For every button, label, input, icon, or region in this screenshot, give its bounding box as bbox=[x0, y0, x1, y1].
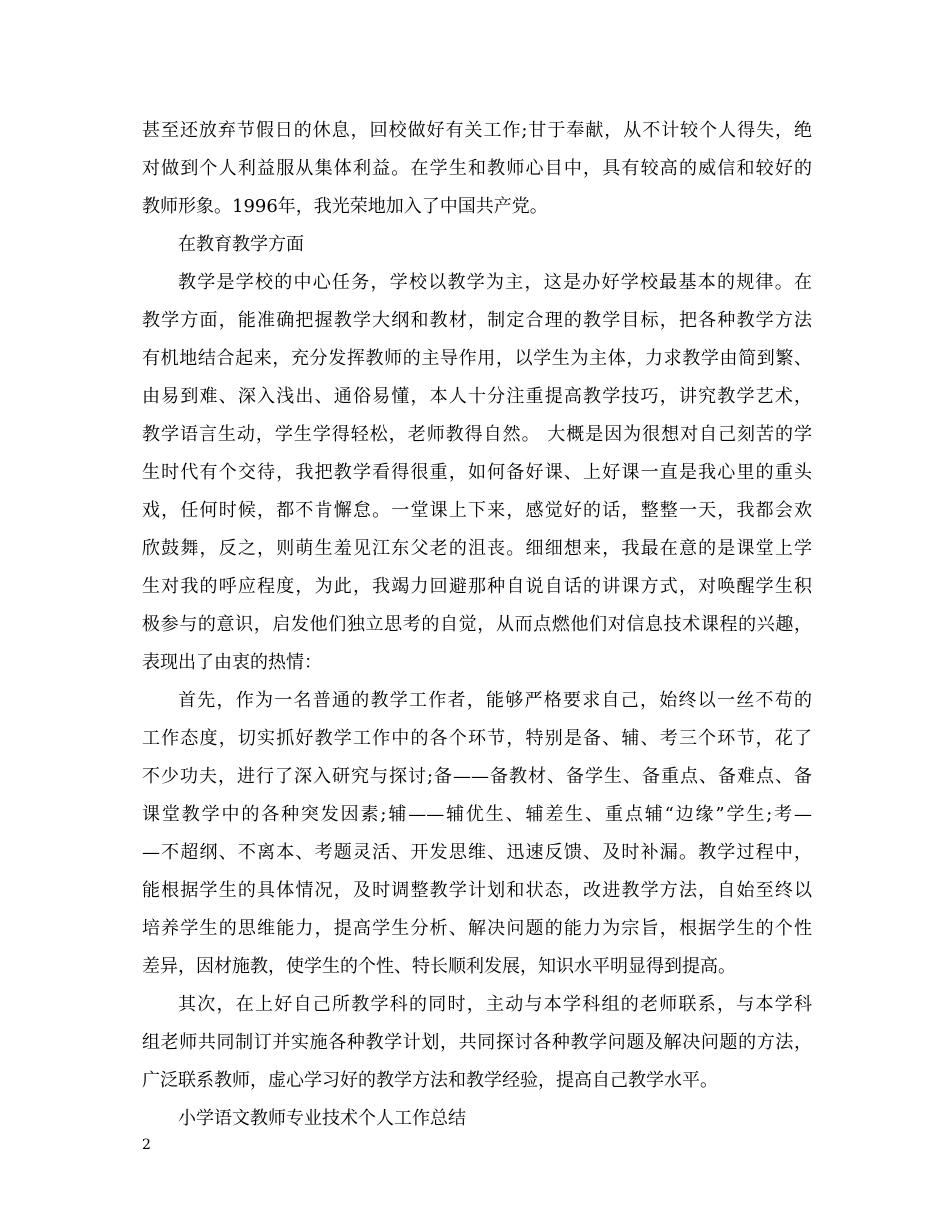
text-line: 教学语言生动，学生学得轻松，老师教得自然。 大概是因为很想对自己刻苦的学 bbox=[142, 424, 812, 445]
text-line: 其次，在上好自己所教学科的同时，主动与本学科组的老师联系，与本学科 bbox=[178, 994, 812, 1015]
section-heading: 在教育教学方面 bbox=[178, 234, 304, 255]
text-line: 组老师共同制订并实施各种教学计划，共同探讨各种教学问题及解决问题的方法， bbox=[142, 1032, 812, 1053]
section-heading: 小学语文教师专业技术个人工作总结 bbox=[178, 1108, 466, 1129]
text-line: 表现出了由衷的热情： bbox=[142, 652, 322, 673]
text-line: —不超纲、不离本、考题灵活、开发思维、迅速反馈、及时补漏。教学过程中， bbox=[142, 842, 812, 863]
text-line: 能根据学生的具体情况，及时调整教学计划和状态，改进教学方法，自始至终以 bbox=[142, 880, 812, 901]
text-line: 课堂教学中的各种突发因素;辅——辅优生、辅差生、重点辅“边缘”学生;考— bbox=[142, 804, 812, 825]
text-line: 培养学生的思维能力，提高学生分析、解决问题的能力为宗旨，根据学生的个性 bbox=[142, 918, 812, 939]
text-line: 有机地结合起来，充分发挥教师的主导作用，以学生为主体，力求教学由简到繁、 bbox=[142, 348, 812, 369]
text-line: 工作态度，切实抓好教学工作中的各个环节，特别是备、辅、考三个环节，花了 bbox=[142, 728, 812, 749]
text-line: 教师形象。1996年，我光荣地加入了中国共产党。 bbox=[142, 196, 548, 217]
text-line: 广泛联系教师，虚心学习好的教学方法和教学经验，提高自己教学水平。 bbox=[142, 1070, 718, 1091]
text-line: 戏，任何时候，都不肯懈怠。一堂课上下来，感觉好的话，整整一天，我都会欢 bbox=[142, 500, 812, 521]
text-line: 不少功夫，进行了深入研究与探讨;备——备教材、备学生、备重点、备难点、备 bbox=[142, 766, 812, 787]
text-line: 对做到个人利益服从集体利益。在学生和教师心目中，具有较高的威信和较好的 bbox=[142, 158, 812, 179]
text-line: 首先，作为一名普通的教学工作者，能够严格要求自己，始终以一丝不苟的 bbox=[178, 690, 812, 711]
text-line: 极参与的意识，启发他们独立思考的自觉，从而点燃他们对信息技术课程的兴趣， bbox=[142, 614, 812, 635]
page-number: 2 bbox=[142, 1137, 151, 1153]
text-line: 教学方面，能准确把握教学大纲和教材，制定合理的教学目标，把各种教学方法 bbox=[142, 310, 812, 331]
text-line: 由易到难、深入浅出、通俗易懂，本人十分注重提高教学技巧，讲究教学艺术， bbox=[142, 386, 812, 407]
text-line: 甚至还放弃节假日的休息，回校做好有关工作;甘于奉献，从不计较个人得失，绝 bbox=[142, 120, 812, 141]
text-line: 教学是学校的中心任务，学校以教学为主，这是办好学校最基本的规律。在 bbox=[178, 272, 812, 293]
text-line: 差异，因材施教，使学生的个性、特长顺利发展，知识水平明显得到提高。 bbox=[142, 956, 736, 977]
text-line: 生时代有个交待，我把教学看得很重，如何备好课、上好课一直是我心里的重头 bbox=[142, 462, 812, 483]
text-line: 生对我的呼应程度，为此，我竭力回避那种自说自话的讲课方式，对唤醒学生积 bbox=[142, 576, 812, 597]
text-line: 欣鼓舞，反之，则萌生羞见江东父老的沮丧。细细想来，我最在意的是课堂上学 bbox=[142, 538, 812, 559]
